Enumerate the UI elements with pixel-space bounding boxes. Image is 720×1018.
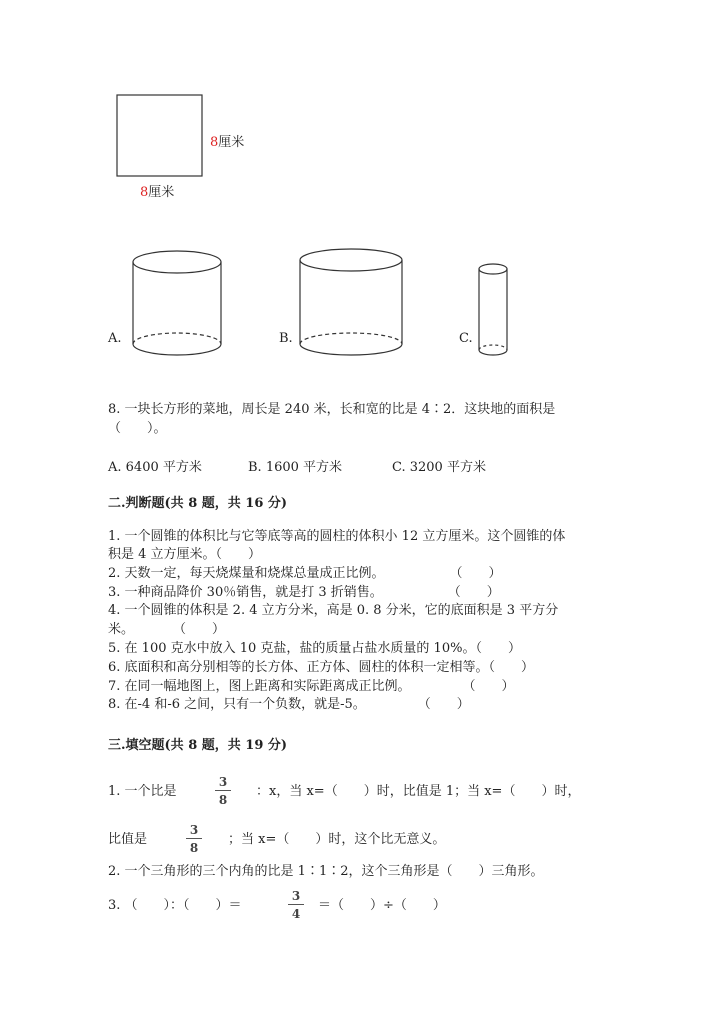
fraction-numerator: 3 bbox=[218, 775, 228, 789]
fraction-3-4 bbox=[288, 889, 304, 921]
cylinder-c bbox=[475, 260, 511, 360]
section3-heading: 三.填空题(共 8 题，共 19 分) bbox=[108, 738, 288, 753]
fill-q1-part-d: ；当 x=（ ）时，这个比无意义。 bbox=[228, 832, 446, 847]
judge-line: 米。 （ ） bbox=[108, 622, 226, 637]
fill-q1-part-a: 1. 一个比是 bbox=[108, 784, 177, 799]
judge-line: 1. 一个圆锥的体积比与它等底等高的圆柱的体积小 12 立方厘米。这个圆锥的体 bbox=[108, 529, 566, 544]
cylinder-b bbox=[297, 246, 405, 360]
judge-line: 7. 在同一幅地图上，图上距离和实际距离成正比例。 （ ） bbox=[108, 679, 515, 694]
fraction-denominator: 8 bbox=[189, 841, 199, 855]
square-figure bbox=[116, 94, 204, 178]
cylinder-b-label: B. bbox=[279, 331, 293, 346]
judge-line: 8. 在-4 和-6 之间，只有一个负数，就是-5。 （ ） bbox=[108, 697, 470, 712]
square-right-num: 8 bbox=[210, 135, 219, 150]
fill-q3-part-a: 3. （ ）：（ ）＝ bbox=[108, 898, 242, 913]
fraction-3-8 bbox=[215, 775, 231, 807]
choice-q8-line1: 8. 一块长方形的菜地，周长是 240 米，长和宽的比是 4∶2．这块地的面积是 bbox=[108, 402, 556, 417]
cylinder-a bbox=[130, 248, 224, 362]
fraction-numerator: 3 bbox=[189, 823, 199, 837]
fraction-denominator: 8 bbox=[218, 793, 228, 807]
section2-heading: 二.判断题(共 8 题，共 16 分) bbox=[108, 496, 288, 511]
square-right-unit: 厘米 bbox=[218, 135, 245, 150]
square-bottom-num: 8 bbox=[140, 185, 149, 200]
square-right-label bbox=[210, 131, 244, 150]
judge-line: 5. 在 100 克水中放入 10 克盐，盐的质量占盐水质量的 10%。（ ） bbox=[108, 641, 521, 656]
choice-q8-option-a: A. 6400 平方米 bbox=[108, 460, 202, 475]
judge-line: 3. 一种商品降价 30％销售，就是打 3 折销售。 （ ） bbox=[108, 585, 500, 600]
fill-q2: 2. 一个三角形的三个内角的比是 1∶1∶2，这个三角形是（ ）三角形。 bbox=[108, 864, 544, 879]
choice-q8-line2: （ ）。 bbox=[108, 421, 167, 436]
judge-line: 2. 天数一定，每天烧煤量和烧煤总量成正比例。 （ ） bbox=[108, 566, 502, 581]
cylinder-a-label: A. bbox=[108, 331, 122, 346]
fraction-denominator: 4 bbox=[291, 907, 301, 921]
square-bottom-label bbox=[140, 181, 174, 200]
fraction-3-8 bbox=[186, 823, 202, 855]
fill-q1-part-c: 比值是 bbox=[108, 832, 148, 847]
fraction-numerator: 3 bbox=[291, 889, 301, 903]
choice-q8-option-c: C. 3200 平方米 bbox=[392, 460, 486, 475]
cylinder-c-label: C. bbox=[459, 331, 473, 346]
judge-line: 积是 4 立方厘米。（ ） bbox=[108, 547, 262, 562]
judge-line: 6. 底面积和高分别相等的长方体、正方体、圆柱的体积一定相等。（ ） bbox=[108, 660, 535, 675]
fill-q3-part-b: ＝（ ）÷（ ） bbox=[318, 898, 446, 913]
square-bottom-unit: 厘米 bbox=[148, 185, 175, 200]
judge-line: 4. 一个圆锥的体积是 2. 4 立方分米，高是 0. 8 分米，它的底面积是 3 平方分 bbox=[108, 603, 559, 618]
choice-q8-option-b: B. 1600 平方米 bbox=[248, 460, 343, 475]
fill-q1-part-b: ：x，当 x=（ ）时，比值是 1；当 x=（ ）时， bbox=[256, 784, 581, 799]
